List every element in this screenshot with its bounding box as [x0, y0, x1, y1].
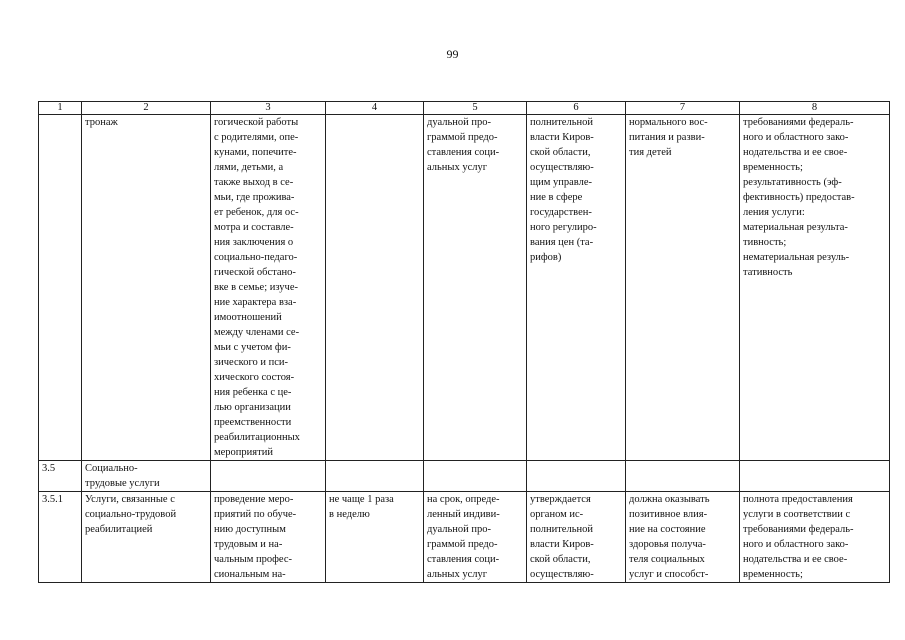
row-number-cell	[39, 115, 82, 461]
header-cell-7: 7	[626, 102, 740, 115]
tariff-cell	[527, 461, 626, 492]
header-cell-6: 6	[527, 102, 626, 115]
term-cell	[424, 461, 527, 492]
frequency-cell: не чаще 1 раза в неделю	[326, 492, 424, 583]
service-description-cell: проведение меро- приятий по обуче- нию доступным трудовым и на- чальным профес- сиональным на-	[211, 492, 326, 583]
quality-cell: нормального вос- питания и разви- тия детей	[626, 115, 740, 461]
service-name-cell: тронаж	[82, 115, 211, 461]
header-cell-1: 1	[39, 102, 82, 115]
header-cell-4: 4	[326, 102, 424, 115]
term-cell: дуальной про- граммой предо- ставления соци- альных услуг	[424, 115, 527, 461]
quality-cell	[626, 461, 740, 492]
header-cell-5: 5	[424, 102, 527, 115]
page-number: 99	[446, 47, 459, 61]
table-row	[39, 115, 890, 461]
evaluation-cell: полнота предоставления услуги в соответствии с требованиями федераль- ного и областного зако- нодательства и ее свое- временность;	[740, 492, 890, 583]
tariff-cell: утверждается органом ис- полнительной власти Киров- ской области, осуществляю-	[527, 492, 626, 583]
table-row	[39, 461, 890, 492]
header-cell-2: 2	[82, 102, 211, 115]
service-name-cell: Социально- трудовые услуги	[82, 461, 211, 492]
service-description-cell	[211, 461, 326, 492]
row-number-cell: 3.5	[39, 461, 82, 492]
term-cell: на срок, опреде- ленный индиви- дуальной про- граммой предо- ставления соци- альных услуг	[424, 492, 527, 583]
service-description-cell: гогической работы с родителями, опе- кунами, попечите- лями, детьми, а также выход в се- мьи, где прожива- ет ребенок, для ос- мотра и составле- ния заключения о социально-педаго- гической обстано- вке в семье; изуче- ние характера вза- имоотношений между членами се- мьи с учетом фи- зического и пси- хического состоя- ния ребенка с це- лью организации преемственности реабилитационных мероприятий	[211, 115, 326, 461]
frequency-cell	[326, 461, 424, 492]
tariff-cell: полнительной власти Киров- ской области, осуществляю- щим управле- ние в сфере государствен- ного регулиро- вания цен (та- рифов)	[527, 115, 626, 461]
service-name-cell: Услуги, связанные с социально-трудовой реабилитацией	[82, 492, 211, 583]
header-cell-8: 8	[740, 102, 890, 115]
header-cell-3: 3	[211, 102, 326, 115]
frequency-cell	[326, 115, 424, 461]
table-row	[39, 492, 890, 583]
evaluation-cell	[740, 461, 890, 492]
evaluation-cell: требованиями федераль- ного и областного зако- нодательства и ее свое- временность; результативность (эф- фективность) предостав- ления услуги: материальная результа- тивность; нематериальная резуль- тативность	[740, 115, 890, 461]
services-table	[38, 101, 890, 583]
quality-cell: должна оказывать позитивное влия- ние на состояние здоровья получа- теля социальных услуг и способст-	[626, 492, 740, 583]
row-number-cell: 3.5.1	[39, 492, 82, 583]
header-row	[39, 102, 890, 115]
